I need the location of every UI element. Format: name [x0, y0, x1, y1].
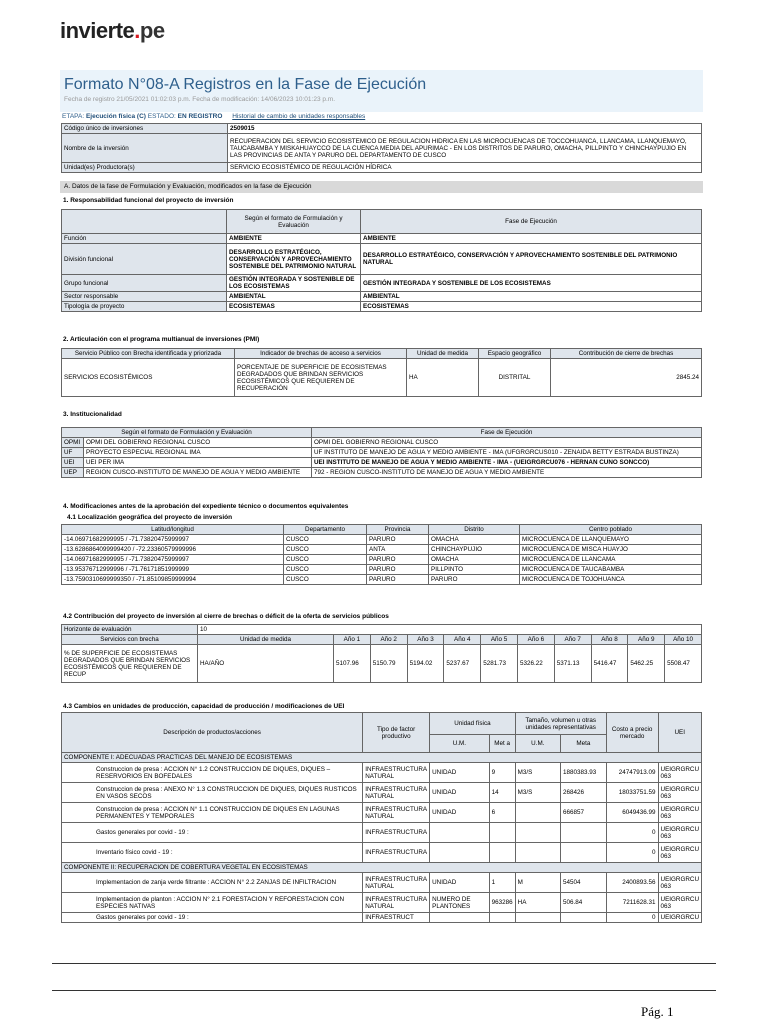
s3-key: UEP: [62, 468, 84, 478]
s1-row-label: División funcional: [62, 244, 227, 275]
s43-uei: UEIGRGRCU: [658, 913, 701, 923]
codigo-value: 2509015: [228, 124, 702, 134]
s43-meta2: 666857: [560, 803, 606, 823]
s43-meta: [489, 913, 515, 923]
s41-cell: CUSCO: [284, 545, 367, 555]
s43-uei: UEIGRGRCU 063: [658, 783, 701, 803]
s42-header: Año 7: [554, 635, 591, 645]
s3-fe: UEI PER IMA: [84, 458, 312, 468]
s41-cell: PARURO: [429, 575, 520, 585]
s2-table: [61, 348, 702, 397]
s43-meta2: [560, 843, 606, 863]
table-row: [62, 565, 702, 575]
s3-fe: PROYECTO ESPECIAL REGIONAL IMA: [84, 448, 312, 458]
s43-desc: Implementacion de zanja verde filtrante : ACCION N° 2.2 ZANJAS DE INFILTRACION: [62, 873, 363, 893]
s41-cell: OMACHA: [429, 535, 520, 545]
table-row: [62, 545, 702, 555]
s42-header: Servicios con brecha: [62, 635, 198, 645]
s41-cell: MICROCUENCA DE LLANCAMA: [520, 555, 702, 565]
s43-tipo: INFRAESTRUCTURA NATURAL: [363, 893, 430, 913]
s43-tipo: INFRAESTRUCTURA NATURAL: [363, 763, 430, 783]
s43-costo: 0: [606, 913, 658, 923]
s3-key: UEI: [62, 458, 84, 468]
s41-cell: MICROCUENCA DE LLANQUEMAYO: [520, 535, 702, 545]
s3-ej: UEI INSTITUTO DE MANEJO DE AGUA Y MEDIO AMBIENTE - IMA - (UEIGRGRCU076 - HERNAN CUNO SONCCO): [312, 458, 702, 468]
s41-cell: -14.06971682999995 / -71.73820475999997: [62, 555, 284, 565]
s2-header: Espacio geográfico: [479, 349, 551, 359]
horizon-label: Horizonte de evaluación: [62, 625, 198, 635]
s43-header-meta: Met a: [489, 735, 515, 753]
s42-cell: 5416.47: [591, 645, 628, 683]
s1-col1: Según el formato de Formulación y Evaluación: [227, 210, 361, 234]
s42-header: Año 5: [481, 635, 518, 645]
invierte-logo: [60, 18, 165, 44]
s1-row-ej: GESTIÓN INTEGRADA Y SOSTENIBLE DE LOS ECOSISTEMAS: [361, 275, 702, 292]
s41-cell: CUSCO: [284, 555, 367, 565]
s42-cell: 5462.25: [628, 645, 665, 683]
s3-ej: 792 - REGION CUSCO-INSTITUTO DE MANEJO DE AGUA Y MEDIO AMBIENTE: [312, 468, 702, 478]
s3-ej: UF INSTITUTO DE MANEJO DE AGUA Y MEDIO AMBIENTE - IMA (UFGRGRCUS010 - ZENAIDA BETTY ESTRADA BUSTINZA): [312, 448, 702, 458]
s43-costo: 0: [606, 823, 658, 843]
s43-costo: 0: [606, 843, 658, 863]
s41-cell: ANTA: [367, 545, 429, 555]
logo-dot: .: [134, 18, 140, 43]
logo-text: invierte: [60, 18, 135, 43]
s43-meta2: 1880383.93: [560, 763, 606, 783]
s43-costo: 18033751.59: [606, 783, 658, 803]
table-row: [62, 803, 702, 823]
s43-tipo: INFRAESTRUCTURA NATURAL: [363, 783, 430, 803]
unidad-value: SERVICIO ECOSISTÉMICO DE REGULACIÓN HÍDRICA: [228, 163, 702, 173]
s43-meta: 6: [489, 803, 515, 823]
s41-cell: PARURO: [367, 575, 429, 585]
history-link[interactable]: Historial de cambio de unidades responsables: [232, 113, 366, 120]
s42-cell: 5237.67: [444, 645, 481, 683]
table-row: [62, 763, 702, 783]
s43-meta: 14: [489, 783, 515, 803]
s41-cell: PARURO: [367, 565, 429, 575]
s41-cell: MICROCUENCA DE TAUCABAMBA: [520, 565, 702, 575]
status-line: [62, 113, 365, 120]
s43-header-tipo: Tipo de factor productivo: [363, 713, 430, 753]
s43-desc: Inventario físico covid - 19 :: [62, 843, 363, 863]
s43-costo: 2400893.56: [606, 873, 658, 893]
table-row: [62, 843, 702, 863]
s2-header: Servicio Público con Brecha identificada y priorizada: [62, 349, 235, 359]
s3-key: UF: [62, 448, 84, 458]
s3-fe: REGION CUSCO-INSTITUTO DE MANEJO DE AGUA Y MEDIO AMBIENTE: [84, 468, 312, 478]
s1-row-ej: DESARROLLO ESTRATÉGICO, CONSERVACIÓN Y APROVECHAMIENTO SOSTENIBLE DEL PATRIMONIO NATURAL: [361, 244, 702, 275]
page-title: Formato N°08-A Registros en la Fase de Ejecución: [64, 76, 427, 93]
s43-tipo: INFRAESTRUCTURA NATURAL: [363, 873, 430, 893]
s42-header: Año 8: [591, 635, 628, 645]
s41-cell: MICROCUENCA DE TOJOHUANCA: [520, 575, 702, 585]
s1-row-ej: AMBIENTAL: [361, 292, 702, 302]
s43-desc: Gastos generales por covid - 19 :: [62, 913, 363, 923]
table-row: [62, 913, 702, 923]
s43-uei: UEIGRGRCU 063: [658, 823, 701, 843]
s43-desc: Construccion de presa : ANEXO N° 1.3 CONSTRUCCION DE DIQUES, DIQUES RUSTICOS EN VASOS SECOS: [62, 783, 363, 803]
s2-cell: 2845.24: [551, 359, 702, 397]
s42-cell: 5508.47: [665, 645, 702, 683]
s41-cell: CUSCO: [284, 565, 367, 575]
s43-costo: 7211628.31: [606, 893, 658, 913]
etapa-value: Ejecución física (C): [85, 113, 146, 120]
s3-title: 3. Institucionalidad: [63, 411, 122, 418]
s41-header: Departamento: [284, 525, 367, 535]
s43-desc: Gastos generales por covid - 19 :: [62, 823, 363, 843]
estado-label: ESTADO:: [147, 113, 176, 120]
s43-um: [430, 823, 490, 843]
s1-row-label: Función: [62, 234, 227, 244]
s1-table: [61, 209, 702, 312]
s43-header-uf: Unidad física: [430, 713, 516, 735]
s1-row-label: Grupo funcional: [62, 275, 227, 292]
s43-uei: UEIGRGRCU 063: [658, 763, 701, 783]
s43-um2: HA: [515, 893, 560, 913]
s43-meta: 9: [489, 763, 515, 783]
footer-divider: [52, 990, 716, 991]
s41-cell: CUSCO: [284, 535, 367, 545]
s1-row-ej: AMBIENTE: [361, 234, 702, 244]
unidad-label: Unidad(es) Productora(s): [62, 163, 228, 173]
s41-cell: MICROCUENCA DE MISCA HUAYJO: [520, 545, 702, 555]
s43-uei: UEIGRGRCU 063: [658, 893, 701, 913]
s43-tipo: INFRAESTRUCTURA: [363, 843, 430, 863]
s43-header-um: U.M.: [430, 735, 490, 753]
s1-title: 1. Responsabilidad funcional del proyecto de inversión: [63, 197, 234, 204]
s43-um2: M3/S: [515, 763, 560, 783]
table-row: [62, 873, 702, 893]
s41-header: Distrito: [429, 525, 520, 535]
s41-cell: -13.95376712999996 / -71.76171851999999: [62, 565, 284, 575]
s2-title: 2. Articulación con el programa multianual de inversiones (PMI): [63, 336, 260, 343]
s42-cell: % DE SUPERFICIE DE ECOSISTEMAS DEGRADADOS QUE BRINDAN SERVICIOS ECOSISTÉMICOS QUE REQUIEREN DE RECUP: [62, 645, 198, 683]
s3-ej: OPMI DEL GOBIERNO REGIONAL CUSCO: [312, 438, 702, 448]
footer-divider-top: [52, 963, 716, 964]
s43-header-tam: Tamaño, volumen u otras unidades representativas: [515, 713, 606, 735]
s1-col2: Fase de Ejecución: [361, 210, 702, 234]
s1-blank: [62, 210, 227, 234]
s42-cell: 5281.73: [481, 645, 518, 683]
s43-title: 4.3 Cambios en unidades de producción, capacidad de producción / modificaciones de UEI: [63, 703, 345, 710]
table-row: [62, 555, 702, 565]
s43-um: NUMERO DE PLANTONES: [430, 893, 490, 913]
page-number: Pág. 1: [641, 1004, 674, 1019]
s41-cell: PARURO: [367, 555, 429, 565]
s43-um: [430, 913, 490, 923]
component-1-row: COMPONENTE I: ADECUADAS PRACTICAS DEL MANEJO DE ECOSISTEMAS: [62, 753, 702, 763]
s43-meta2: [560, 823, 606, 843]
s43-costo: 6049436.99: [606, 803, 658, 823]
table-row: [62, 783, 702, 803]
s43-um: UNIDAD: [430, 763, 490, 783]
s43-um: [430, 843, 490, 863]
s43-uei: UEIGRGRCU 063: [658, 843, 701, 863]
table-row: [62, 575, 702, 585]
s3-fe: OPMI DEL GOBIERNO REGIONAL CUSCO: [84, 438, 312, 448]
s41-header: Latitud/longitud: [62, 525, 284, 535]
s43-meta2: [560, 913, 606, 923]
s43-desc: Construccion de presa : ACCION N° 1.2 CONSTRUCCION DE DIQUES, DIQUES – RESERVORIOS EN BOFEDALES: [62, 763, 363, 783]
s43-table: [61, 712, 702, 923]
s4-title: 4. Modificaciones antes de la aprobación del expediente técnico o documentos equivalentes: [63, 503, 349, 510]
s43-tipo: INFRAESTRUCT: [363, 913, 430, 923]
s43-uei: UEIGRGRCU 063: [658, 873, 701, 893]
s41-cell: -13.7590310699999350 / -71.85109859999994: [62, 575, 284, 585]
s2-header: Contribución de cierre de brechas: [551, 349, 702, 359]
s42-header: Año 9: [628, 635, 665, 645]
s3-col1: Según el formato de Formulación y Evaluación: [62, 428, 312, 438]
s43-um2: M3/S: [515, 783, 560, 803]
s43-desc: Construccion de presa : ACCION N° 1.1 CONSTRUCCION DE DIQUES EN LAGUNAS PERMANENTES Y TEMPORALES: [62, 803, 363, 823]
s43-meta2: 268426: [560, 783, 606, 803]
s42-title: 4.2 Contribución del proyecto de inversión al cierre de brechas o déficit de la oferta de servicios públicos: [63, 613, 389, 620]
s42-cell: 5326.22: [517, 645, 554, 683]
s43-tipo: INFRAESTRUCTURA NATURAL: [363, 803, 430, 823]
s43-meta: 1: [489, 873, 515, 893]
component-2-row: COMPONENTE II: RECUPERACION DE COBERTURA VEGETAL EN ECOSISTEMAS: [62, 863, 702, 873]
s42-cell: 5107.96: [334, 645, 371, 683]
s42-cell: HA/AÑO: [198, 645, 334, 683]
dates-subtitle: Fecha de registro 21/05/2021 01:02:03 p.m. Fecha de modificación: 14/06/2023 10:01:23 p.m.: [64, 96, 336, 103]
s1-row-label: Tipología de proyecto: [62, 302, 227, 312]
nombre-label: Nombre de la inversión: [62, 134, 228, 163]
s2-header: Indicador de brechas de acceso a servicios: [235, 349, 407, 359]
s1-row-fe: AMBIENTAL: [227, 292, 361, 302]
s2-cell: DISTRITAL: [479, 359, 551, 397]
s1-row-fe: GESTIÓN INTEGRADA Y SOSTENIBLE DE LOS ECOSISTEMAS: [227, 275, 361, 292]
s41-title: 4.1 Localización geográfica del proyecto de inversión: [67, 514, 233, 521]
form-header: [60, 70, 703, 112]
s41-cell: PARURO: [367, 535, 429, 545]
s43-header-desc: Descripción de productos/acciones: [62, 713, 363, 753]
s2-cell: SERVICIOS ECOSISTÉMICOS: [62, 359, 235, 397]
s43-um: UNIDAD: [430, 783, 490, 803]
s2-cell: HA: [407, 359, 479, 397]
s43-um2: [515, 913, 560, 923]
s41-cell: -14.06971682999995 / -71.73820475999997: [62, 535, 284, 545]
horizon-value: 10: [198, 625, 702, 635]
s43-costo: 24747913.09: [606, 763, 658, 783]
logo-text-pe: pe: [139, 18, 165, 43]
estado-value: EN REGISTRO: [177, 113, 223, 120]
s43-header-uei: UEI: [658, 713, 701, 753]
s43-meta: [489, 823, 515, 843]
s41-header: Provincia: [367, 525, 429, 535]
s43-tipo: INFRAESTRUCTURA: [363, 823, 430, 843]
s43-meta: [489, 843, 515, 863]
s1-row-ej: ECOSISTEMAS: [361, 302, 702, 312]
s43-um2: [515, 823, 560, 843]
s41-cell: CHINCHAYPUJIO: [429, 545, 520, 555]
s43-header-costo: Costo a precio mercado: [606, 713, 658, 753]
s41-cell: PILLPINTO: [429, 565, 520, 575]
s43-um2: M: [515, 873, 560, 893]
s42-cell: 5150.79: [370, 645, 407, 683]
s42-header: Año 3: [407, 635, 444, 645]
s43-um: UNIDAD: [430, 873, 490, 893]
s1-row-fe: AMBIENTE: [227, 234, 361, 244]
s42-cell: 5194.02: [407, 645, 444, 683]
codigo-label: Código único de inversiones: [62, 124, 228, 134]
s43-desc: Implementacion de planton : ACCION N° 2.1 FORESTACION Y REFORESTACION CON ESPECIES NATIVAS: [62, 893, 363, 913]
s42-table: [61, 624, 702, 683]
s3-col2: Fase de Ejecución: [312, 428, 702, 438]
s43-header-meta2: Meta: [560, 735, 606, 753]
section-a-title: A. Datos de la fase de Formulación y Evaluación, modificados en la fase de Ejecución: [60, 181, 703, 193]
general-info-table: [61, 123, 702, 173]
s43-meta2: 54504: [560, 873, 606, 893]
s43-um2: [515, 843, 560, 863]
s43-um2: [515, 803, 560, 823]
s42-header: Año 2: [370, 635, 407, 645]
s42-header: Año 1: [334, 635, 371, 645]
s42-header: Año 6: [517, 635, 554, 645]
table-row: [62, 823, 702, 843]
s42-cell: 5371.13: [554, 645, 591, 683]
s41-header: Centro poblado: [520, 525, 702, 535]
s42-header: Año 4: [444, 635, 481, 645]
s41-table: [61, 524, 702, 585]
table-row: [62, 893, 702, 913]
s43-meta: 963286: [489, 893, 515, 913]
s1-row-fe: ECOSISTEMAS: [227, 302, 361, 312]
s41-cell: -13.6286864099999420 / -72.23360579999996: [62, 545, 284, 555]
s41-cell: CUSCO: [284, 575, 367, 585]
s43-um: UNIDAD: [430, 803, 490, 823]
s43-uei: UEIGRGRCU 063: [658, 803, 701, 823]
table-row: [62, 535, 702, 545]
s42-header: Año 10: [665, 635, 702, 645]
s42-header: Unidad de medida: [198, 635, 334, 645]
s3-key: OPMI: [62, 438, 84, 448]
s3-table: [61, 427, 702, 478]
s1-row-fe: DESARROLLO ESTRATÉGICO, CONSERVACIÓN Y APROVECHAMIENTO SOSTENIBLE DEL PATRIMONIO NATURAL: [227, 244, 361, 275]
nombre-value: RECUPERACION DEL SERVICIO ECOSISTEMICO DE REGULACION HIDRICA EN LAS MICROCUENCAS DE TOCCOHUANCA, LLANCAMA, LLANQUEMAYO, TAUCABAMBA Y MISKAHUAYCCO DE LA CUENCA MEDIA DEL APURIMAC - EN LOS DISTRITOS DE PARURO, OMACHA, PILLPINTO Y CHINCHAYPUJIO EN LAS PROVINCIAS DE ANTA Y PARURO DEL DEPARTAMENTO DE CUSCO: [228, 134, 702, 163]
s41-cell: OMACHA: [429, 555, 520, 565]
s2-cell: PORCENTAJE DE SUPERFICIE DE ECOSISTEMAS DEGRADADOS QUE BRINDAN SERVICIOS ECOSISTÉMICOS QUE REQUIEREN DE RECUPERACIÓN: [235, 359, 407, 397]
s2-header: Unidad de medida: [407, 349, 479, 359]
s43-header-um2: U.M.: [515, 735, 560, 753]
s1-row-label: Sector responsable: [62, 292, 227, 302]
etapa-label: ETAPA:: [62, 113, 85, 120]
s43-meta2: 506.84: [560, 893, 606, 913]
